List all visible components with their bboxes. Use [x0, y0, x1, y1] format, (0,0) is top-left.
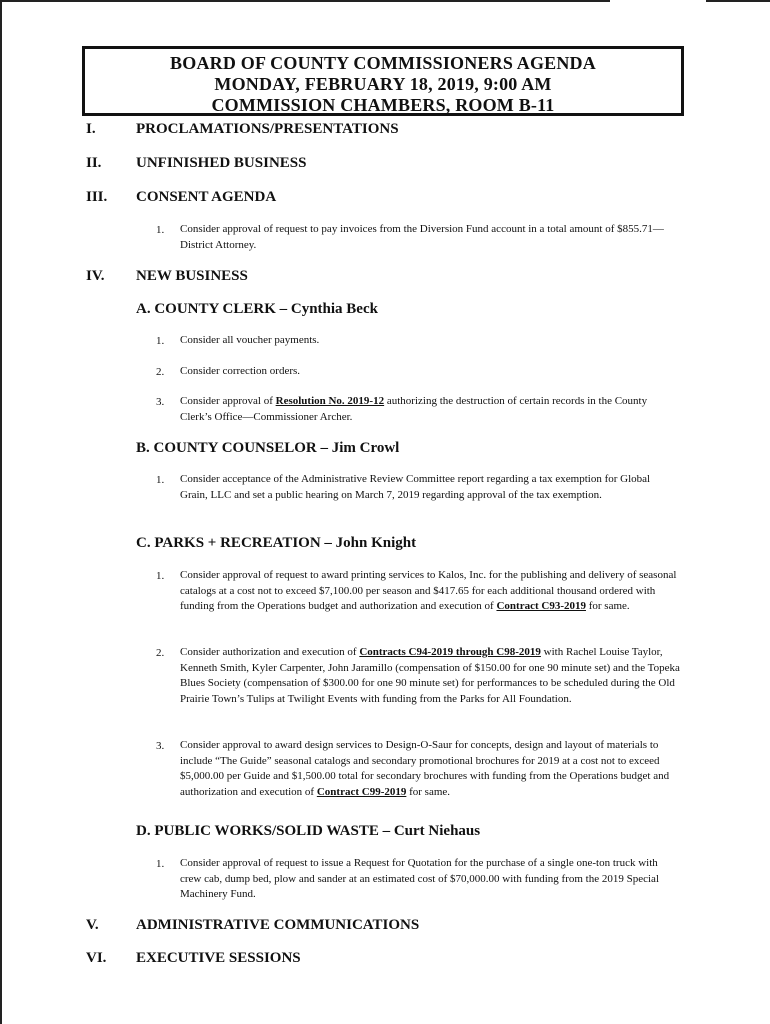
subsection-county-counselor: B. COUNTY COUNSELOR – Jim Crowl	[136, 440, 400, 456]
item-number: 1.	[156, 335, 165, 347]
parks-item-1	[180, 568, 680, 615]
section-number: I.	[86, 121, 96, 137]
item-number: 1.	[156, 474, 165, 486]
subsection-county-clerk: A. COUNTY CLERK – Cynthia Beck	[136, 301, 378, 317]
public-works-item-1: Consider approval of request to issue a Request for Quotation for the purchase of a single one-ton truck with crew cab, dump bed, plow and sander at an estimated cost of $70,000.00 with funding from the 2019 Special Machinery Fund.	[180, 857, 659, 900]
section-title-executive-sessions: EXECUTIVE SESSIONS	[136, 950, 301, 966]
parks-item-1-text: Consider approval of request to award printing services to Kalos, Inc. for the publishing and delivery of seasonal catalogs at a cost not to exceed $7,100.00 per season and $417.65 for each additional thousand ordered with funding from the Operations budget and authorization and execution of	[180, 569, 677, 612]
item-number: 1.	[156, 224, 165, 236]
section-number: V.	[86, 917, 99, 933]
subsection-public-works: D. PUBLIC WORKS/SOLID WASTE – Curt Niehaus	[136, 823, 481, 839]
section-number: II.	[86, 155, 102, 171]
item-number: 1.	[156, 858, 165, 870]
item-number: 2.	[156, 647, 165, 659]
parks-item-3-text: Consider approval to award design services to Design-O-Saur for concepts, design and layout of materials to include “The Guide” seasonal catalogs and secondary promotional brochures for 2019 at a cost not to exceed $5,000.00 per Guide and $1,500.00 total for secondary brochures with funding from the Operations budget and authorization and execution of	[180, 739, 670, 798]
contracts-c94-c98-2019-link[interactable]: Contracts C94-2019 through C98-2019	[359, 646, 541, 658]
counselor-item-1: Consider acceptance of the Administrative Review Committee report regarding a tax exemption for Global Grain, LLC and set a public hearing on March 7, 2019 regarding approval of the tax exemption.	[180, 473, 651, 501]
section-title-consent-agenda: CONSENT AGENDA	[136, 189, 277, 205]
header-location: COMMISSION CHAMBERS, ROOM B-11	[211, 95, 555, 115]
header-title: BOARD OF COUNTY COMMISSIONERS AGENDA	[170, 53, 596, 73]
item-number: 3.	[156, 396, 165, 408]
contract-c93-2019-link[interactable]: Contract C93-2019	[496, 600, 586, 612]
clerk-item-2: Consider correction orders.	[180, 365, 301, 377]
item-number: 3.	[156, 740, 165, 752]
item-number: 1.	[156, 570, 165, 582]
page-edge-top	[0, 0, 610, 2]
parks-item-1-text-end: for same.	[585, 600, 630, 612]
section-number: VI.	[86, 950, 107, 966]
parks-item-2-text-end: with Rachel Louise Taylor, Kenneth Smith, Kyler Carpenter, John Jaramillo (compensation of $150.00 for one 90 minute set) and the Topeka Blues Society (compensation of $300.00 for one 90 minute set) for performances to be scheduled during the Old Prairie Town’s Tulips at Twilight Events with funding from the Parks for All Foundation.	[180, 646, 680, 705]
page-edge-left	[0, 0, 2, 1024]
clerk-item-3-text: Consider approval of	[180, 395, 276, 407]
parks-item-3	[180, 738, 680, 800]
section-title-administrative-communications: ADMINISTRATIVE COMMUNICATIONS	[136, 917, 420, 933]
parks-item-2-text: Consider authorization and execution of	[180, 646, 360, 658]
clerk-item-1: Consider all voucher payments.	[180, 334, 320, 346]
clerk-item-3-text-end: authorizing the destruction of certain records in the County Clerk’s Office—Commissioner Archer.	[180, 395, 648, 423]
parks-item-2	[180, 645, 680, 707]
section-title-new-business: NEW BUSINESS	[136, 268, 248, 284]
contract-c99-2019-link[interactable]: Contract C99-2019	[316, 785, 407, 798]
resolution-2019-12-link[interactable]: Resolution No. 2019-12	[275, 395, 385, 407]
parks-item-3-text-end: for same.	[406, 785, 451, 798]
section-title-unfinished-business: UNFINISHED BUSINESS	[136, 155, 307, 171]
section-title-proclamations: PROCLAMATIONS/PRESENTATIONS	[136, 121, 399, 137]
page-edge-top-right	[706, 0, 770, 2]
item-number: 2.	[156, 366, 165, 378]
section-number: III.	[86, 189, 108, 205]
header-date: MONDAY, FEBRUARY 18, 2019, 9:00 AM	[214, 74, 552, 94]
section-number: IV.	[86, 268, 105, 284]
agenda-header	[82, 46, 684, 116]
clerk-item-3	[180, 394, 680, 425]
consent-item-1: Consider approval of request to pay invoices from the Diversion Fund account in a total amount of $855.71—District Attorney.	[180, 223, 664, 251]
subsection-parks-recreation: C. PARKS + RECREATION – John Knight	[136, 535, 417, 551]
